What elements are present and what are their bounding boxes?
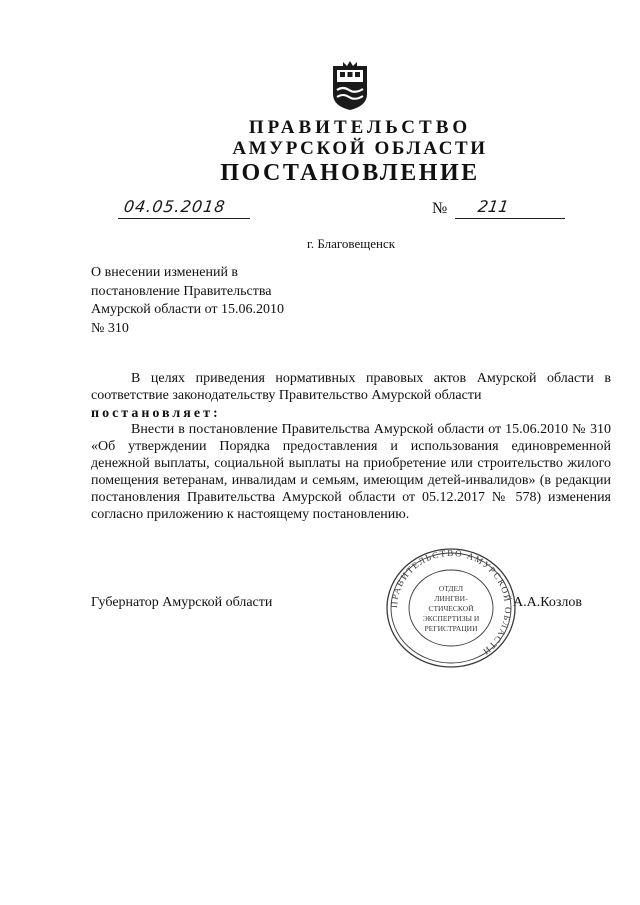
signer-name: А.А.Козлов — [513, 595, 582, 610]
subject-line: О внесении изменений в — [91, 265, 239, 280]
seal-line: ОТДЕЛ — [438, 584, 464, 593]
subject-line: № 310 — [91, 320, 129, 336]
subject-line: постановление Правительства — [91, 283, 272, 299]
handwritten-date: 04.05.2018 — [122, 197, 227, 216]
main-paragraph: Внести в постановление Правительства Амурской области от 15.06.2010 № 310 «Об утверждении Порядка предоставления и использования единовременной денежной выплаты, социальной выплаты на приобретение или строительство жилого помещения ветеранам, инвалидам и семьям, имеющим детей-инвалидов» (в редакции постановления Правительства Амурской области от 05.12.2017 № 578) изменения согласно приложению к настоящему постановлению. — [91, 422, 611, 522]
document-type: ПОСТАНОВЛЕНИЕ — [220, 160, 480, 186]
seal-line: ЛИНГВИ- — [434, 594, 468, 603]
government-title: ПРАВИТЕЛЬСТВО — [248, 117, 472, 138]
seal-line: СТИЧЕСКОЙ — [428, 604, 474, 613]
ordain-word: постановляет: — [91, 406, 221, 421]
seal-line: РЕГИСТРАЦИИ — [424, 624, 478, 633]
number-sign: № — [432, 200, 448, 217]
seal-ring-text: ПРАВИТЕЛЬСТВО АМУРСКОЙ ОБЛАСТИ — [388, 547, 514, 658]
seal-line: ЭКСПЕРТИЗЫ И — [422, 614, 480, 623]
handwritten-number: 211 — [476, 197, 510, 216]
number-underline — [455, 218, 565, 219]
subject-line: Амурской области от 15.06.2010 — [91, 302, 284, 317]
subject-block — [91, 264, 311, 338]
official-seal — [384, 546, 518, 670]
signer-title: Губернатор Амурской области — [91, 595, 273, 610]
preamble-paragraph: В целях приведения нормативных правовых актов Амурской области в соответствие законодательству Правительство Амурской области — [91, 371, 611, 403]
date-underline — [118, 218, 250, 219]
region-title: АМУРСКОЙ ОБЛАСТИ — [232, 138, 488, 159]
city-line: г. Благовещенск — [306, 236, 396, 251]
coat-of-arms-icon — [329, 60, 371, 112]
